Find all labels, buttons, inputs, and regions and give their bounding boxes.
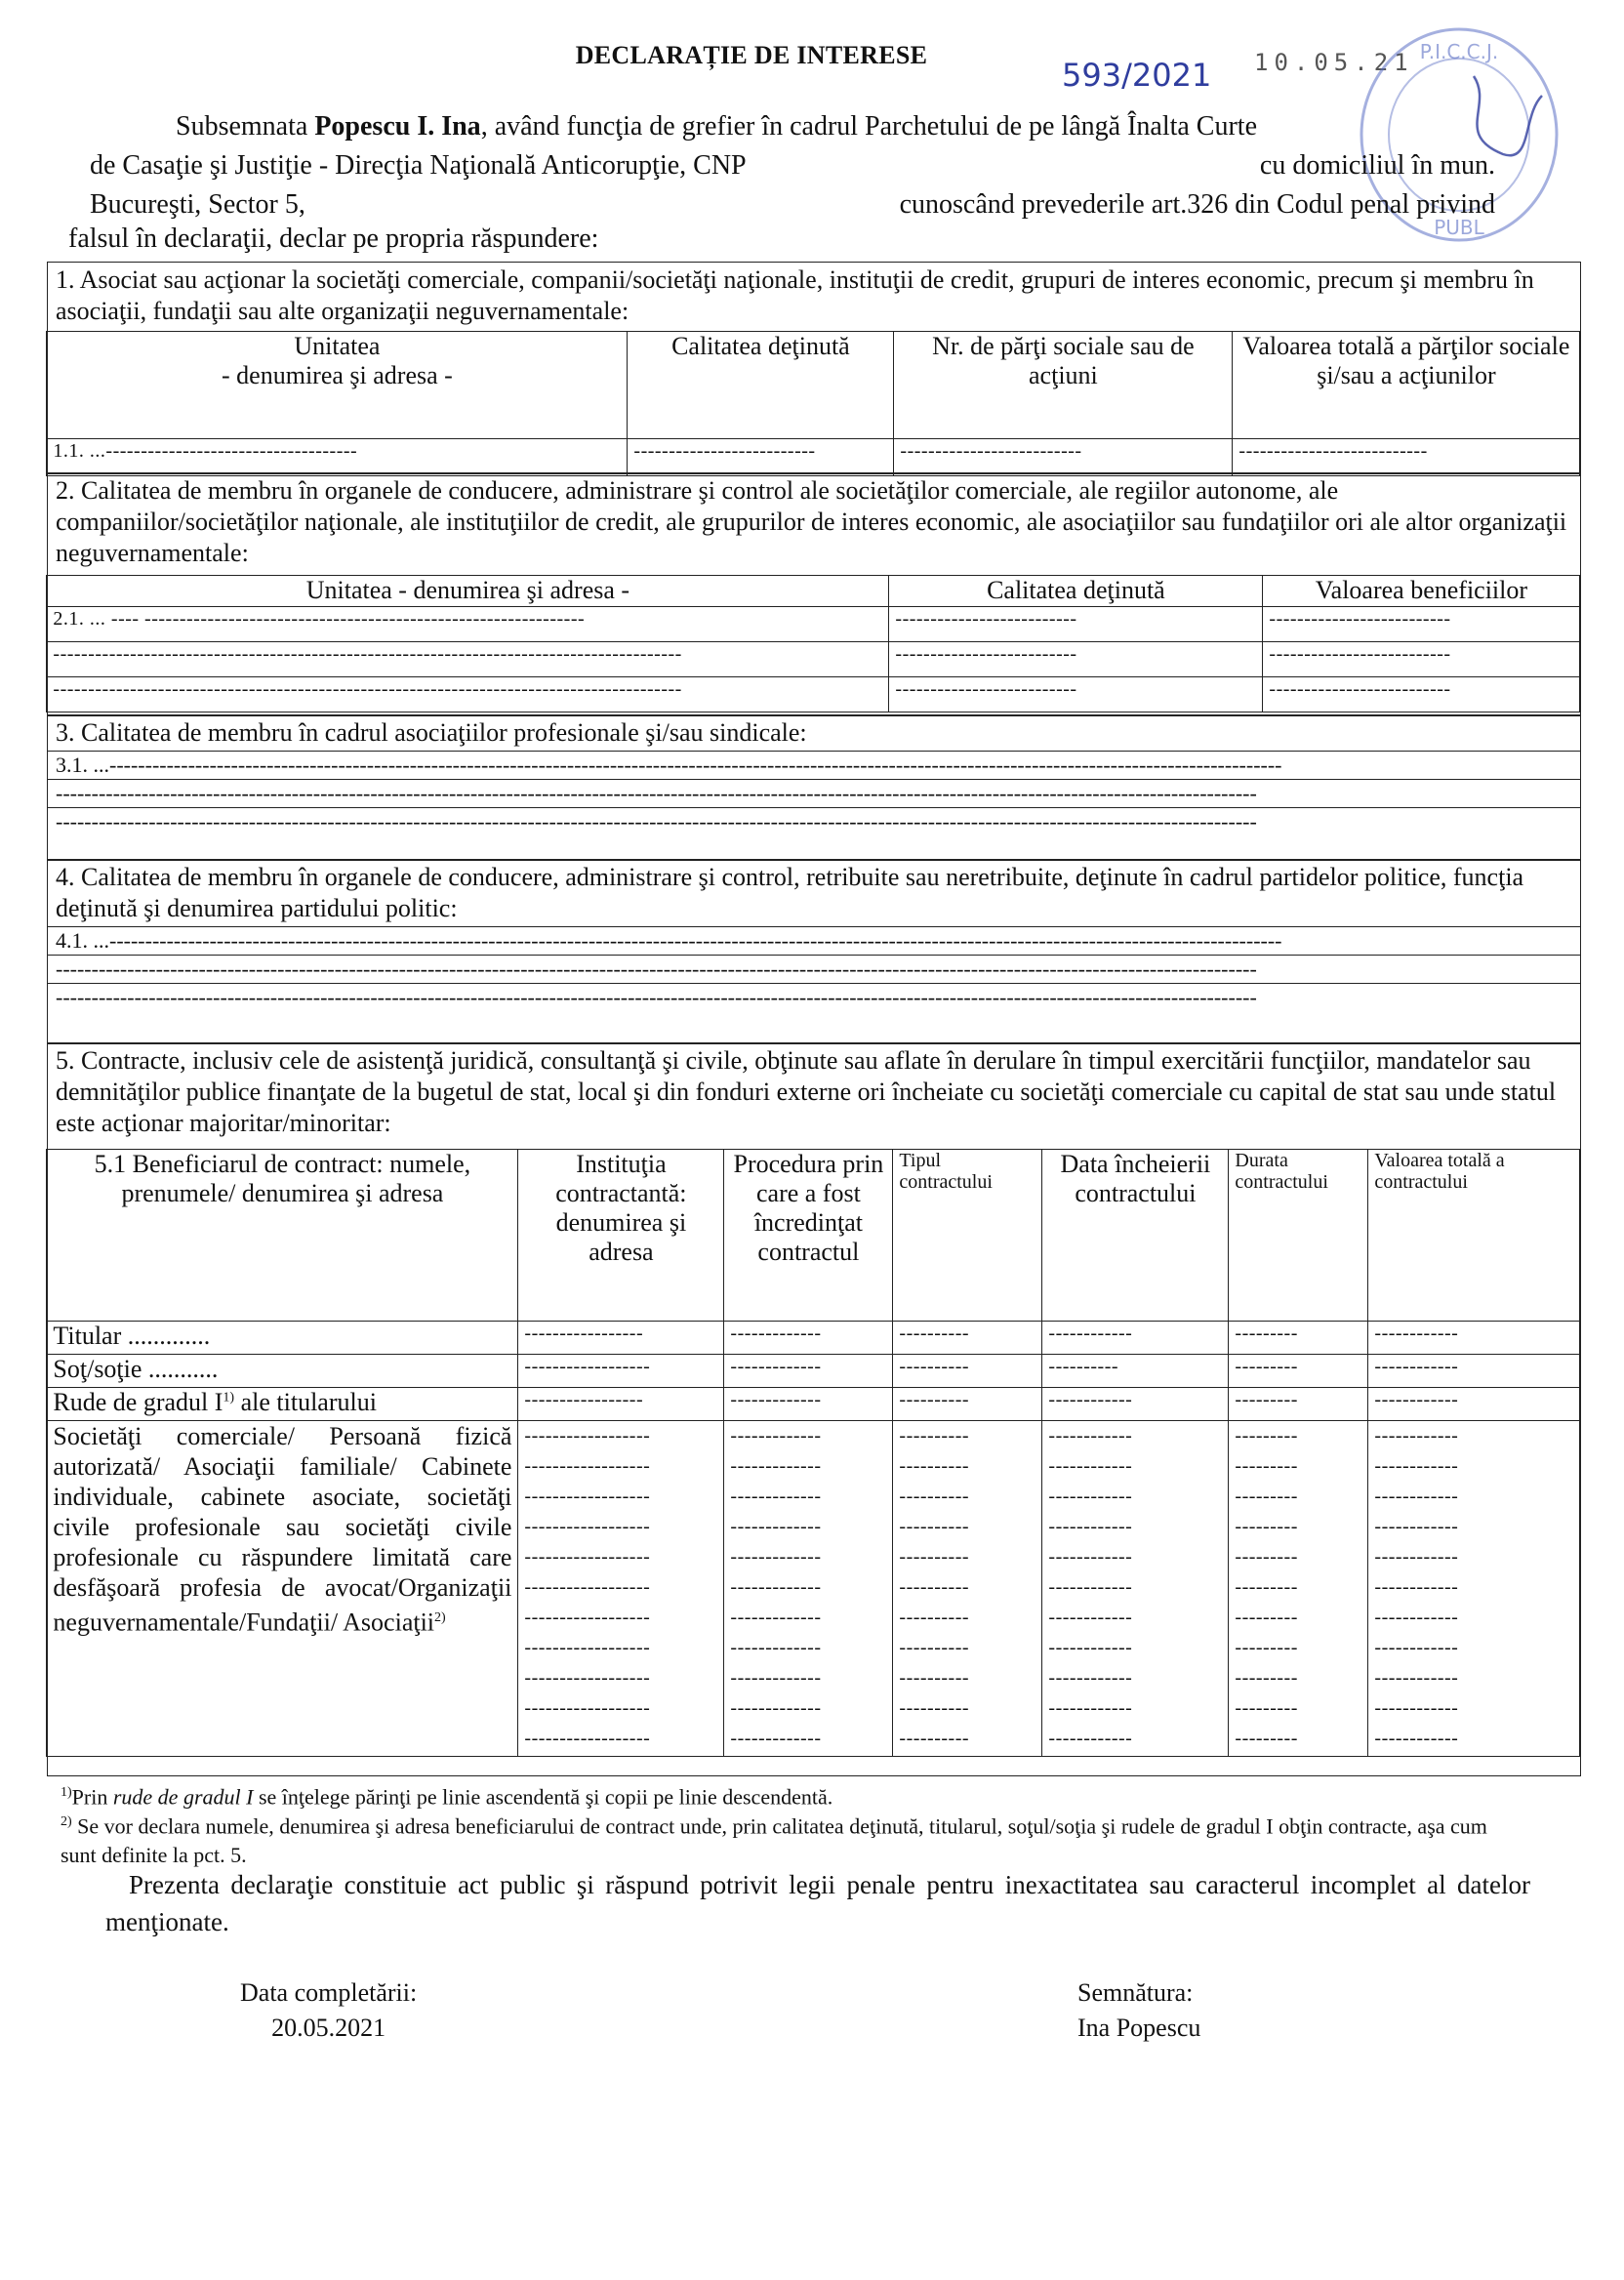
s5-col-procedura: Procedura prin care a fost încredinţat contractul — [724, 1150, 893, 1322]
s5-row-societati: Societăţi comerciale/ Persoană fizică autorizată/ Asociaţii familiale/ Cabinete individuale, cabinete asociate, societăţi civile profesionale sau societăţi civile profesionale cu răspundere limitată care desfăşoară profesia de avocat/Organizaţii neguvernamentale/Fundaţii/ Asociaţii$^{2)}$ — [47, 1421, 518, 1757]
signature-name: Ina Popescu — [1077, 2014, 1201, 2042]
s2-row-2: ------------------------------------------------------------------------------------------ — [47, 642, 889, 677]
s2-row-3: ------------------------------------------------------------------------------------------ — [47, 677, 889, 712]
section-1 — [47, 262, 1581, 474]
s1-row-label: 1.1. ...------------------------------------ — [47, 439, 628, 476]
section-3 — [47, 714, 1581, 861]
s1-col-calitatea: Calitatea deţinută — [628, 332, 894, 439]
section-3-heading: 3. Calitatea de membru în cadrul asociaţiilor profesionale şi/sau sindicale: — [56, 718, 807, 747]
section-2-heading: 2. Calitatea de membru în organele de conducere, administrare şi control ale societăţilor comerciale, ale regiilor autonome, ale companiilor/societăţilor naţionale, ale instituţiilor de credit, ale grupurilor de interes economic, ale asociaţiilor sau fundaţiilor ori ale altor organizaţii neguvernamentale: — [56, 476, 1567, 567]
section-5-heading: 5. Contracte, inclusiv cele de asistenţă juridică, consultanţă şi civile, obţinute sau aflate în derulare în timpul exercitării funcţiilor, mandatelor sau demnităţilor publice finanţate de la bugetul de stat, local şi din fonduri externe ori încheiate cu societăţi comerciale cu capital de stat sau unde statul este acţionar majoritar/minoritar: — [56, 1046, 1557, 1137]
footnote-2: $^{2)}$ Se vor declara numele, denumirea şi adresa beneficiarului de contract unde, prin calitatea deţinută, titularul, soţul/soţia şi rudele de gradul I obţin contracte, aşa cum sunt definite la pct. 5. — [61, 1813, 1487, 1868]
s4-row-1: 4.1. ...-------------------------------------------------------------------------------------------------------------------------------------------------------------------- — [48, 926, 1580, 955]
declarant-name: Popescu I. Ina — [314, 111, 481, 142]
s3-row-2: ------------------------------------------------------------------------------------------------------------------------------------------------------------------------ — [48, 779, 1580, 807]
s5-col-valoarea: Valoarea totală a contractului — [1368, 1150, 1580, 1322]
s1-col-valoarea: Valoarea totală a părţilor sociale şi/sau a acţiunilor — [1233, 332, 1580, 439]
s5-col-tipul: Tipul contractului — [893, 1150, 1042, 1322]
section-4-heading: 4. Calitatea de membru în organele de conducere, administrare şi control, retribuite sau neretribuite, deţinute în cadrul partidelor politice, funcţia deţinută şi denumirea partidului politic: — [56, 863, 1524, 922]
signature-block — [1077, 1975, 1200, 2046]
s3-row-1: 3.1. ...-------------------------------------------------------------------------------------------------------------------------------------------------------------------- — [48, 751, 1580, 779]
stamp-top-text: P.I.C.C.J. — [1419, 40, 1499, 63]
s5-col-durata: Durata contractului — [1229, 1150, 1368, 1322]
declaration-text: Prezenta declaraţie constituie act public şi răspund potrivit legii penale pentru inexactitatea sau caracterul incomplet al datelor menţionate. — [105, 1870, 1530, 1936]
s3-row-3: ------------------------------------------------------------------------------------------------------------------------------------------------------------------------ — [48, 807, 1580, 835]
s5-row-titular: Titular ............. — [47, 1322, 518, 1355]
document-title: DECLARAȚIE DE INTERESE — [575, 41, 928, 69]
s1-col-unitatea: Unitatea - denumirea şi adresa - — [47, 332, 628, 439]
footnote-1: $^{1)}$Prin rude de gradul I se înţelege părinţi pe linie ascendentă şi copii pe linie descendentă. — [61, 1784, 833, 1810]
s5-col-institutia: Instituţia contractantă: denumirea şi adresa — [518, 1150, 724, 1322]
date-label: Data completării: — [240, 1978, 418, 2007]
s2-row-1: 2.1. ... ---- --------------------------------------------------------------- — [47, 607, 889, 642]
s2-col-calitatea: Calitatea deţinută — [889, 576, 1263, 607]
s1-col-parti: Nr. de părţi sociale sau de acţiuni — [894, 332, 1233, 439]
s5-row-rude: Rude de gradul $I^{1)}$ ale titularului — [47, 1388, 518, 1421]
section-2-table: Unitatea - denumirea şi adresa - Calitatea deţinută Valoarea beneficiilor 2.1. ... ---- --------------------------------------------------------------- -------------------------- -------------------------- ------------------------------------------------------------------------------------------ -------------------------- -------------------------- ------------------------------------------------------------------------------------------ -------------------------- -------------------------- — [46, 575, 1580, 712]
registration-number: 593/2021 — [1062, 57, 1212, 94]
section-1-table: Unitatea - denumirea şi adresa - Calitatea deţinută Nr. de părţi sociale sau de acţiuni Valoarea totală a părţilor sociale şi/sau a acţiunilor 1.1. ...------------------------------------ -------------------------- -------------------------- --------------------------- — [46, 331, 1580, 476]
s2-col-unitatea: Unitatea - denumirea şi adresa - — [47, 576, 889, 607]
section-5 — [47, 1042, 1581, 1776]
s4-row-2: ------------------------------------------------------------------------------------------------------------------------------------------------------------------------ — [48, 955, 1580, 983]
section-4 — [47, 859, 1581, 1044]
stamp-bottom-text: PUBL — [1434, 216, 1484, 239]
s4-row-3: ------------------------------------------------------------------------------------------------------------------------------------------------------------------------ — [48, 983, 1580, 1011]
date-value: 20.05.2021 — [271, 2014, 386, 2042]
section-2 — [47, 472, 1581, 716]
intro-paragraph: Subsemnata Popescu I. Ina, având funcţia de grefier în cadrul Parchetului de pe lângă Înalta Curte de Casaţie şi Justiţie - Direcţia Naţională Anticorupţie, CNP cu domiciliul în mun. Bucureşti, Sector 5, cunoscând prevederile art.326 din Codul penal privind falsul în declaraţii, declar pe propria răspundere: — [68, 111, 1495, 254]
completion-date-block — [240, 1975, 417, 2046]
signature-label: Semnătura: — [1077, 1978, 1194, 2007]
section-1-heading: 1. Asociat sau acţionar la societăţi comerciale, companii/societăţi naţionale, instituţii de credit, grupuri de interes economic, precum şi membru în asociaţii, fundaţii sau alte organizaţii neguvernamentale: — [56, 265, 1534, 325]
s5-col-data: Data încheierii contractului — [1042, 1150, 1229, 1322]
s5-col-beneficiar: 5.1 Beneficiarul de contract: numele, prenumele/ denumirea şi adresa — [47, 1150, 518, 1322]
registration-date: 10.05.21 — [1254, 49, 1414, 76]
section-5-table: 5.1 Beneficiarul de contract: numele, prenumele/ denumirea şi adresa Instituţia contractantă: denumirea şi adresa Procedura prin care a fost încredinţat contractul Tipul contractului Data încheierii contractului Durata contractului Valoarea totală a contractului Titular ............. ----------------- ------------- ---------- ------------ --------- ------------ Soţ/soţie ........... ------------------ ------------- ---------- ---------- --------- ------------ Rude de gradul $I^{1)}$ ale titularului ----------------- ------------- ---------- ------------ --------- ------------ Societăţi comerciale/ Persoană fizică autorizată/ Asociaţii familiale/ Cabinete individuale, cabinete asociate, societăţi civile profesionale sau societăţi civile profesionale cu răspundere limitată care desfăşoară profesia de avocat/Organizaţii neguvernamentale/Fundaţii/ Asociaţii$^{2)}$ ------------------ ------------------ ------------------ ------------------ ------------------ ------------------ ------------------ ------------------ ------------------ ------------------ ------------------ ------------- ------------- ------------- ------------- ------------- ------------- ------------- ------------- ------------- ------------- ------------- ---------- ---------- ---------- ---------- ---------- ---------- ---------- ---------- ---------- ---------- ---------- ------------ ------------ ------------ ------------ ------------ ------------ ------------ ------------ ------------ ------------ ------------ --------- --------- --------- --------- --------- --------- --------- --------- --------- --------- --------- ------------ ------------ ------------ ------------ ------------ ------------ ------------ ------------ ------------ ------------ ------------ — [46, 1149, 1580, 1757]
s5-row-sot: Soţ/soţie ........... — [47, 1355, 518, 1388]
s2-col-valoarea: Valoarea beneficiilor — [1263, 576, 1580, 607]
